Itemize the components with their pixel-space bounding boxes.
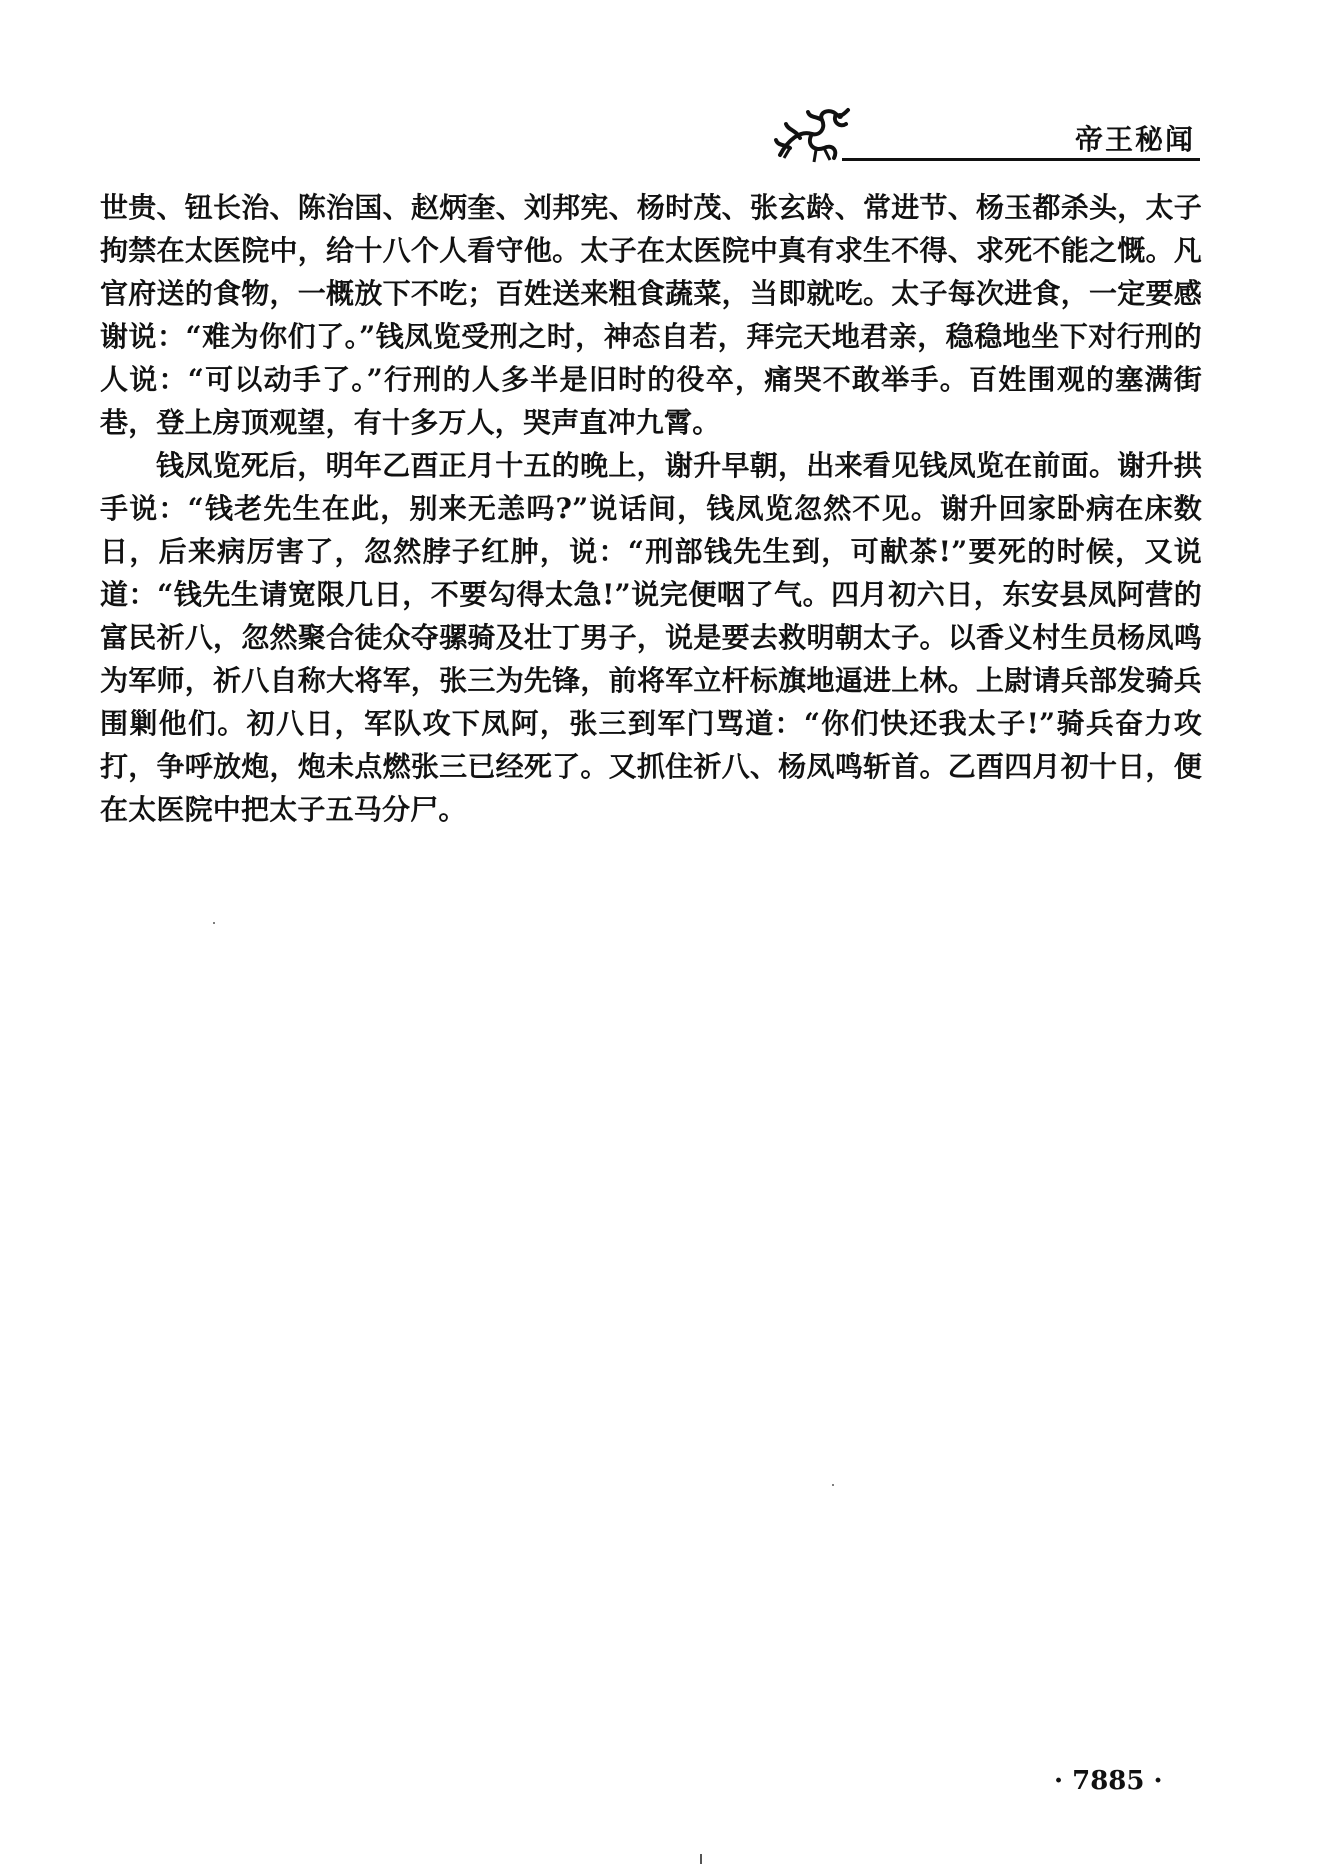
scan-speck: [700, 1854, 702, 1864]
running-header: [770, 100, 1200, 170]
page-number: · 7885 ·: [1054, 1766, 1163, 1796]
header-rule: [842, 158, 1200, 161]
scan-speck: [213, 922, 215, 924]
body-text: [100, 186, 1202, 831]
header-title: 帝王秘闻: [1074, 123, 1195, 156]
scan-speck: [832, 1484, 834, 1486]
paragraph-1: 世贵、钮长治、陈治国、赵炳奎、刘邦宪、杨时茂、张玄龄、常进节、杨玉都杀头，太子拘禁在太医院中，给十八个人看守他。太子在太医院中真有求生不得、求死不能之慨。凡官府送的食物，一概放下不吃；百姓送来粗食蔬菜，当即就吃。太子每次进食，一定要感谢说：“难为你们了。”钱凤览受刑之时，神态自若，拜完天地君亲，稳稳地坐下对行刑的人说：“可以动手了。”行刑的人多半是旧时的役卒，痛哭不敢举手。百姓围观的塞满街巷，登上房顶观望，有十多万人，哭声直冲九霄。: [100, 191, 1202, 439]
paragraph-2: 钱凤览死后，明年乙酉正月十五的晚上，谢升早朝，出来看见钱凤览在前面。谢升拱手说：“钱老先生在此，别来无恙吗?”说话间，钱凤览忽然不见。谢升回家卧病在床数日，后来病厉害了，忽然脖子红肿，说：“刑部钱先生到，可献茶!”要死的时候，又说道：“钱先生请宽限几日，不要勾得太急!”说完便咽了气。四月初六日，东安县凤阿营的富民祈八，忽然聚合徒众夺骡骑及壮丁男子，说是要去救明朝太子。以香义村生员杨凤鸣为军师，祈八自称大将军，张三为先锋，前将军立杆标旗地逼进上林。上尉请兵部发骑兵围剿他们。初八日，军队攻下凤阿，张三到军门骂道：“你们快还我太子!”骑兵奋力攻打，争呼放炮，炮未点燃张三已经死了。又抓住祈八、杨凤鸣斩首。乙酉四月初十日，便在太医院中把太子五马分尸。: [100, 449, 1202, 826]
